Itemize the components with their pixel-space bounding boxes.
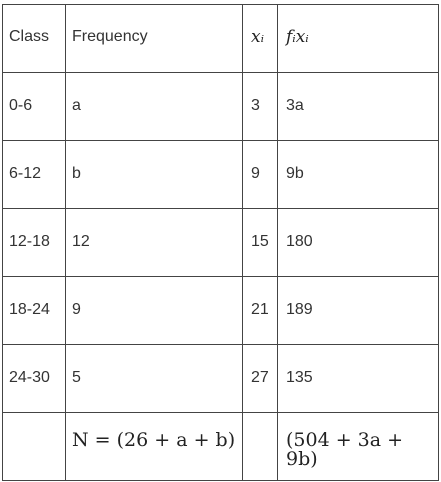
frequency-table bbox=[2, 4, 439, 481]
cell-xi: 27 bbox=[243, 345, 278, 413]
cell-xi: 21 bbox=[243, 277, 278, 345]
table-row bbox=[3, 73, 439, 141]
cell-fixi: 189 bbox=[278, 277, 439, 345]
cell-class: 24-30 bbox=[3, 345, 66, 413]
cell-class: 6-12 bbox=[3, 141, 66, 209]
cell-fixi: 135 bbox=[278, 345, 439, 413]
total-frequency: N = (26 + a + b) bbox=[66, 413, 243, 481]
table-row bbox=[3, 141, 439, 209]
table-row bbox=[3, 345, 439, 413]
total-fixi: (504 + 3a + 9b) bbox=[278, 413, 439, 481]
cell-fixi: 180 bbox=[278, 209, 439, 277]
cell-frequency: 5 bbox=[66, 345, 243, 413]
total-xi bbox=[243, 413, 278, 481]
cell-class: 0-6 bbox=[3, 73, 66, 141]
cell-fixi: 3a bbox=[278, 73, 439, 141]
cell-xi: 15 bbox=[243, 209, 278, 277]
cell-fixi: 9b bbox=[278, 141, 439, 209]
cell-class: 12-18 bbox=[3, 209, 66, 277]
header-xi: xᵢ bbox=[243, 5, 278, 73]
header-fixi: fᵢxᵢ bbox=[278, 5, 439, 73]
cell-xi: 9 bbox=[243, 141, 278, 209]
cell-class: 18-24 bbox=[3, 277, 66, 345]
header-frequency: Frequency bbox=[66, 5, 243, 73]
table-row bbox=[3, 277, 439, 345]
table-header-row bbox=[3, 5, 439, 73]
table-row bbox=[3, 209, 439, 277]
table-total-row bbox=[3, 413, 439, 481]
cell-frequency: b bbox=[66, 141, 243, 209]
cell-frequency: 9 bbox=[66, 277, 243, 345]
cell-frequency: a bbox=[66, 73, 243, 141]
cell-xi: 3 bbox=[243, 73, 278, 141]
cell-frequency: 12 bbox=[66, 209, 243, 277]
total-class bbox=[3, 413, 66, 481]
header-class: Class bbox=[3, 5, 66, 73]
